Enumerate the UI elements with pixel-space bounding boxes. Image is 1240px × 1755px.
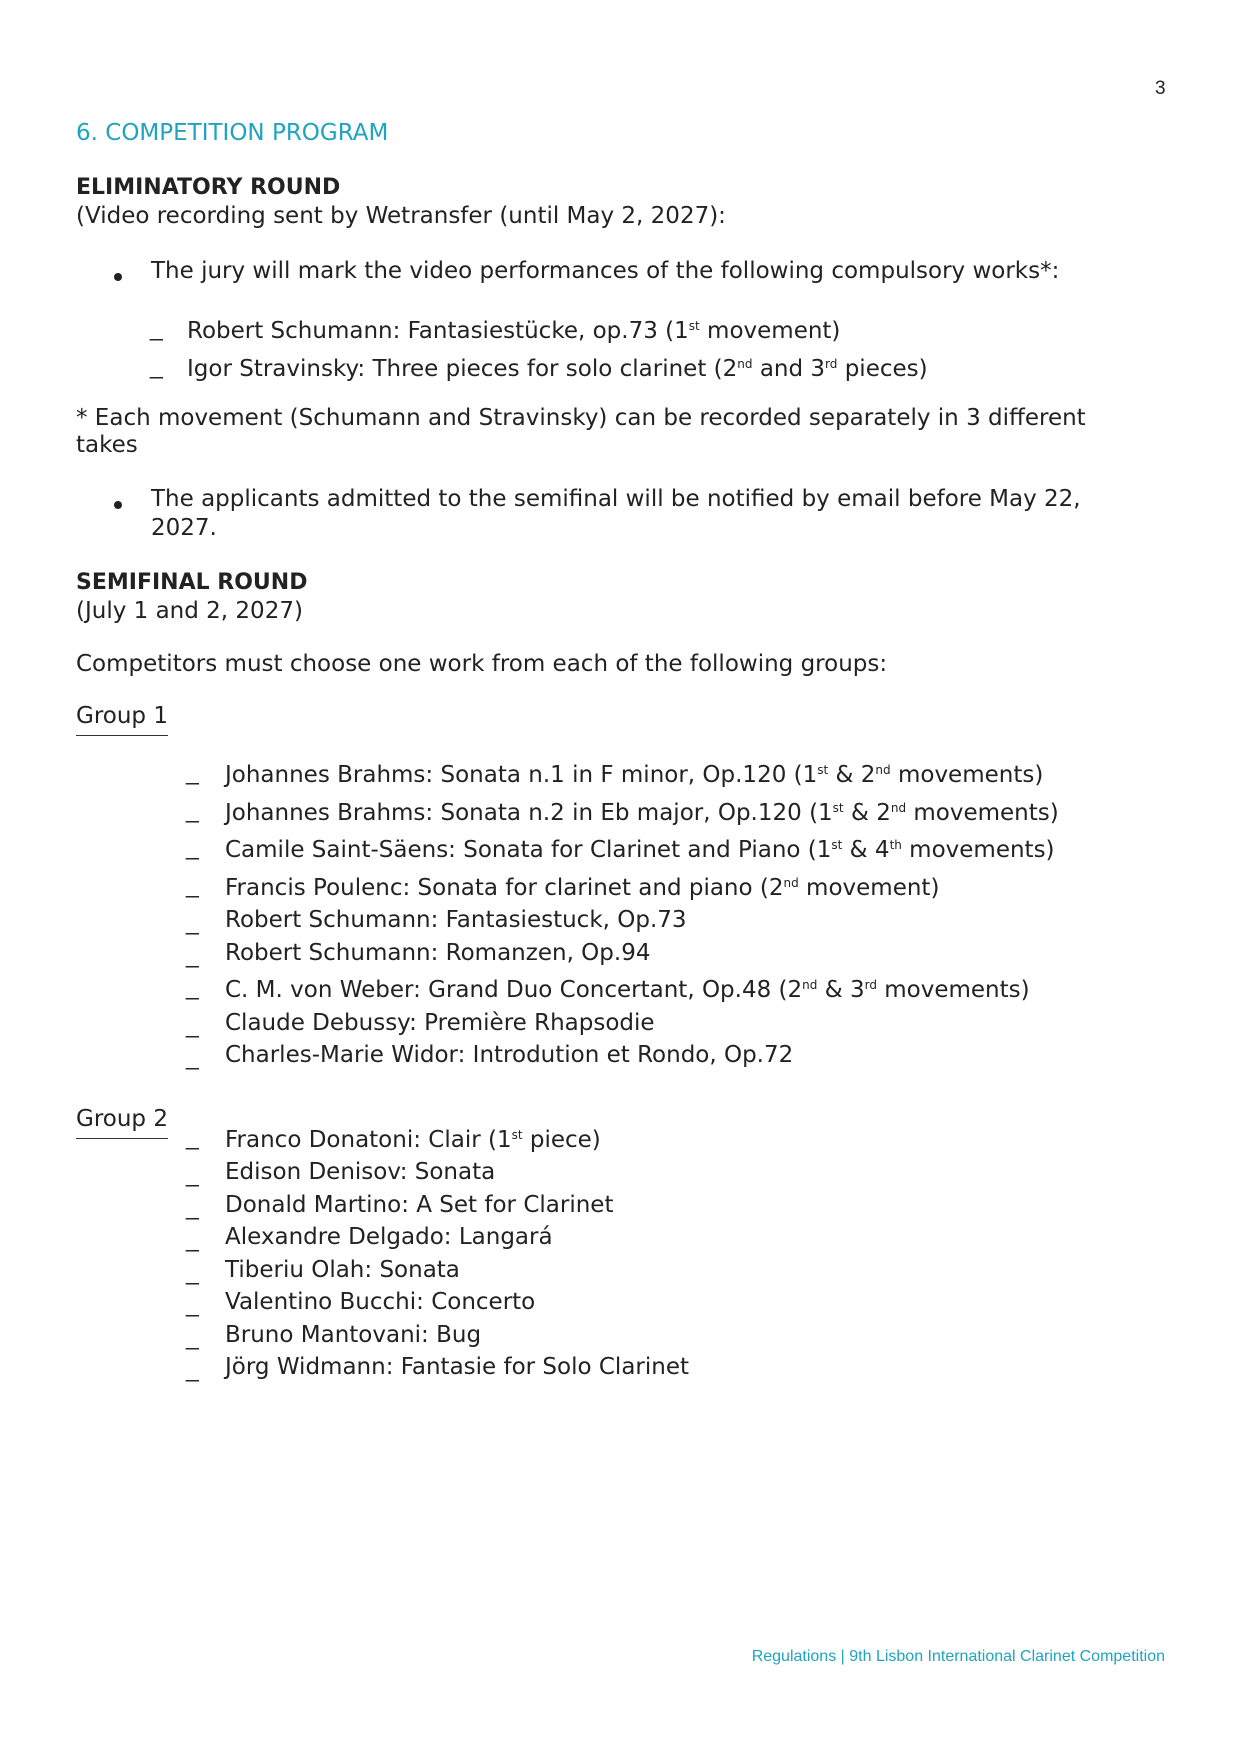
document-body [76,116,1136,1384]
dash-icon: _ [186,1356,199,1382]
superscript: th [889,838,902,852]
superscript: st [832,800,844,815]
group-1-label: Group 1 [76,701,168,736]
superscript: st [817,763,829,777]
list-item [76,969,1136,1007]
superscript: nd [802,978,818,992]
dash-icon: _ [186,1226,199,1252]
item-text: Francis Poulenc: Sonata for clarinet and piano (2 [225,874,784,901]
item-text: Johannes Brahms: Sonata n.2 in Eb major, Op.120 (1 [225,799,833,826]
bullet-icon [114,273,122,281]
group-2-label: Group 2 [76,1104,168,1139]
dash-icon: _ [186,1258,199,1285]
dash-icon: _ [186,974,199,1000]
list-item [76,792,1136,830]
item-text: movements) [876,977,1030,1003]
list-item [76,1221,1136,1254]
superscript: nd [783,875,799,890]
item-text: Robert Schumann: Romanzen, Op.94 [225,939,651,966]
item-text: Franco Donatoni: Clair (1 [225,1126,512,1153]
item-text: Bruno Mantovani: Bug [225,1321,482,1348]
superscript: nd [737,356,753,371]
item-text: Donald Martino: A Set for Clarinet [225,1191,614,1218]
dash-icon: _ [186,796,199,823]
bullet-text: The jury will mark the video performances of the following compulsory works*: [151,258,1060,284]
list-item [76,1254,1136,1287]
list-item [76,754,1136,792]
superscript: rd [864,978,877,992]
item-text: pieces) [837,355,928,382]
item-text: Johannes Brahms: Sonata n.1 in F minor, Op.120 (1 [225,762,818,788]
list-item [76,1039,1136,1072]
list-item [76,937,1136,970]
dash-icon: _ [186,941,199,968]
dash-icon: _ [186,1123,199,1150]
list-item [76,1319,1136,1352]
superscript: nd [875,763,891,777]
list-item [76,829,1136,867]
list-item [76,1351,1136,1384]
dash-icon: _ [186,871,199,898]
list-item [76,867,1136,905]
bullet-text: The applicants admitted to the semifinal will be notified by email before May 22, 2027. [151,486,1081,541]
item-text: & 4 [842,837,890,863]
item-text: & 2 [843,799,891,826]
group-1-list [76,754,1136,1072]
superscript: st [831,838,843,852]
dash-icon: _ [186,1193,199,1220]
superscript: nd [890,800,907,815]
eliminatory-round-title: ELIMINATORY ROUND [76,175,341,200]
item-text: Tiberiu Olah: Sonata [225,1256,460,1283]
item-text: movements) [901,837,1055,863]
item-text: & 3 [817,977,865,1003]
dash-icon: _ [186,1291,199,1317]
list-item [76,904,1136,937]
dash-icon: _ [186,1011,199,1038]
item-text: Claude Debussy: Première Rhapsodie [225,1009,655,1036]
item-text: and 3 [752,355,826,382]
dash-icon: _ [150,352,163,379]
footer: Regulations | 9th Lisbon International Clarinet Competition [751,1648,1165,1665]
item-text: movements) [906,799,1059,826]
dash-icon: _ [150,315,163,341]
item-text: Alexandre Delgado: Langará [225,1224,553,1250]
item-text: Jörg Widmann: Fantasie for Solo Clarinet [225,1354,690,1380]
item-text: Valentino Bucchi: Concerto [225,1289,536,1315]
dash-icon: _ [186,1323,199,1350]
dash-icon: _ [186,1161,199,1187]
item-text: Robert Schumann: Fantasiestücke, op.73 (1 [187,318,689,344]
item-text: movements) [890,762,1044,788]
item-text: Igor Stravinsky: Three pieces for solo clarinet (2 [187,355,738,382]
page-number: 3 [1155,78,1166,99]
item-text: Edison Denisov: Sonata [225,1159,496,1185]
item-text: piece) [522,1126,601,1153]
item-text: C. M. von Weber: Grand Duo Concertant, Op.48 (2 [225,977,803,1003]
semifinal-dates: (July 1 and 2, 2027) [76,598,303,624]
compulsory-works-list [76,310,1136,385]
list-item [76,1286,1136,1319]
item-text: movement) [699,318,841,344]
superscript: rd [825,356,838,371]
dash-icon: _ [186,909,199,935]
bullet-icon [114,501,122,509]
eliminatory-subtitle: (Video recording sent by Wetransfer (until May 2, 2027): [76,203,726,229]
recording-note: * Each movement (Schumann and Stravinsky) can be recorded separately in 3 different takes [76,405,1086,458]
list-item [76,348,1136,386]
list-item [76,1156,1136,1189]
list-item [76,1119,1136,1157]
dash-icon: _ [186,1044,199,1070]
list-item [76,1189,1136,1222]
eliminatory-bullet-1 [76,257,1136,286]
list-item [76,310,1136,348]
section-title: 6. COMPETITION PROGRAM [76,120,389,146]
group-2-list [76,1119,1136,1384]
dash-icon: _ [186,759,199,785]
item-text: movement) [798,874,940,901]
item-text: & 2 [828,762,876,788]
semifinal-instruction: Competitors must choose one work from each of the following groups: [76,651,888,677]
list-item [76,1007,1136,1040]
superscript: st [511,1127,523,1142]
item-text: Robert Schumann: Fantasiestuck, Op.73 [225,907,687,933]
item-text: Charles-Marie Widor: Introdution et Rondo, Op.72 [225,1042,794,1068]
dash-icon: _ [186,834,199,860]
eliminatory-bullet-2 [76,485,1136,543]
semifinal-round-title: SEMIFINAL ROUND [76,570,308,595]
superscript: st [688,319,700,333]
item-text: Camile Saint-Säens: Sonata for Clarinet and Piano (1 [225,837,832,863]
